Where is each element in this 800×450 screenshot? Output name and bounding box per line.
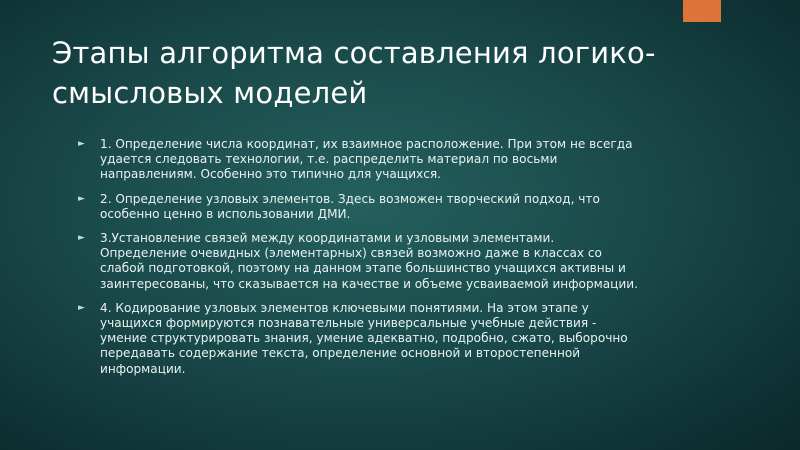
bullet-text: 1. Определение числа координат, их взаимное расположение. При этом не всегда удается следовать технологии, т.е. распределить материал по восьми направлениям. Особенно это типично для учащихся. (100, 137, 633, 182)
triangle-arrow-icon: ► (78, 193, 85, 204)
bullet-text: 3.Установление связей между координатами и узловыми элементами. Определение очевидных (элементарных) связей возможно даже в классах со слабой подготовкой, поэтому на данном этапе большинство учащихся активны и заинтересованы, что сказывается на качестве и объеме усваиваемой информации. (100, 231, 638, 291)
bullet-list (78, 137, 638, 386)
bullet-item (78, 137, 638, 183)
bullet-item (78, 192, 638, 222)
triangle-arrow-icon: ► (78, 139, 85, 149)
bullet-item (78, 301, 638, 377)
accent-bar (683, 0, 721, 22)
bullet-text: 2. Определение узловых элементов. Здесь возможен творческий подход, что особенно ценно в использовании ДМИ. (100, 191, 600, 221)
triangle-arrow-icon: ► (78, 233, 85, 244)
slide-title: Этапы алгоритма составления логико-смысловых моделей (52, 36, 656, 110)
bullet-text: 4. Кодирование узловых элементов ключевыми понятиями. На этом этапе у учащихся формируются познавательные универсальные учебные действия - умение структурировать знания, умение адекватно, подробно, сжато, выборочно передавать содержание текста, определение основной и второстепенной информации. (100, 300, 628, 376)
triangle-arrow-icon: ► (78, 302, 85, 313)
bullet-item (78, 231, 638, 292)
